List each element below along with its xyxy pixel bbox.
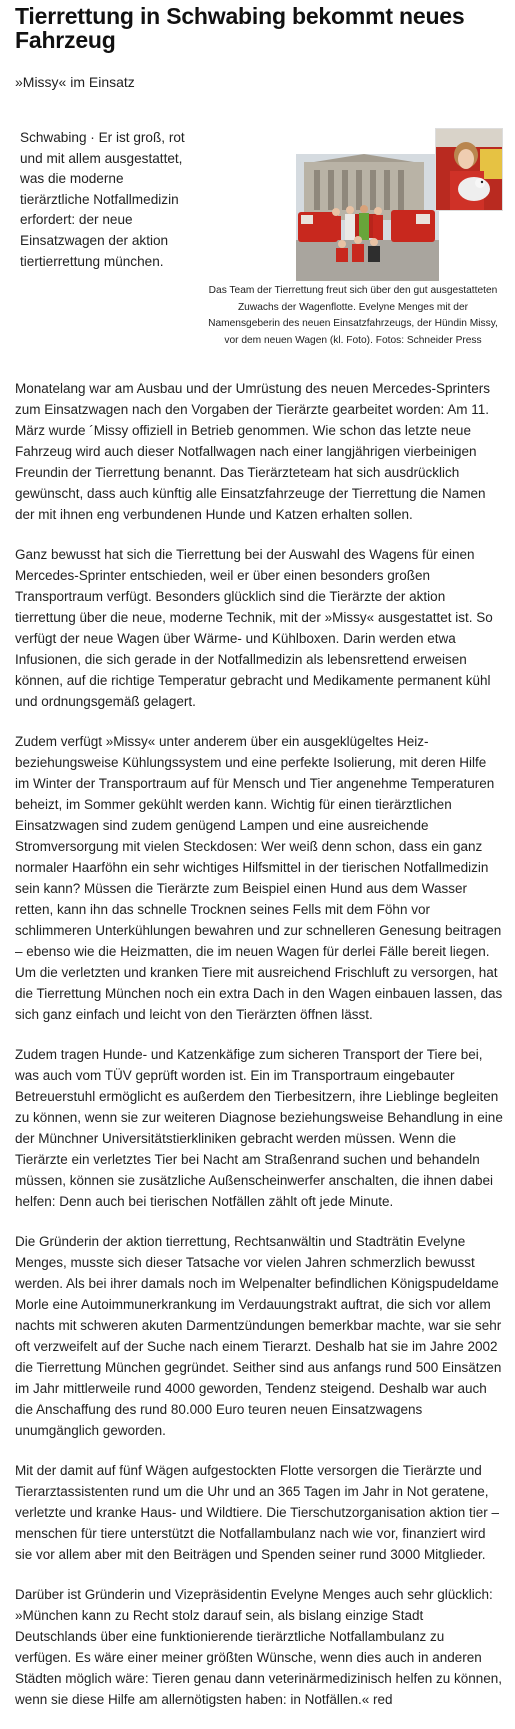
- article-body: [15, 378, 503, 1729]
- body-paragraph: Mit der damit auf fünf Wägen aufgestockten Flotte versorgen die Tierärzte und Tierarztassistenten rund um die Uhr und an 365 Tagen im Jahr in Not geratene, verletzte und kranke Haus- und Wildtiere. Die Tierschutzorganisation aktion tier – menschen für tiere unterstützt die Notfallambulanz nach wie vor, finanziert wird sie vor allem aber mit den Beiträgen und Spenden seiner rund 3000 Mitglieder.: [15, 1463, 499, 1562]
- article-title: Tierrettung in Schwabing bekommt neues Fahrzeug: [15, 3, 465, 53]
- article-teaser: Schwabing · Er ist groß, rot und mit allem ausgestattet, was die moderne tierärztliche Notfallmedizin erfordert: der neue Einsatzwagen der aktion tiertierrettung münchen.: [20, 130, 185, 269]
- body-paragraph: Monatelang war am Ausbau und der Umrüstung des neuen Mercedes-Sprinters zum Einsatzwagen nach den Vorgaben der Tierärzte gearbeitet worden: Am 11. März wurde ´Missy offiziell in Betrieb genommen. Wie schon das letzte neue Fahrzeug wird auch dieser Notfallwagen nach einer langjährigen vierbeinigen Freundin der Tierrettung benannt. Das Tierärzteteam hat sich ausdrücklich gewünscht, dass auch künftig alle Einsatzfahrzeuge der Tierrettung die Namen der mit ihnen eng verbundenen Hunde und Katzen erhalten sollen.: [15, 381, 491, 522]
- body-paragraph: Die Gründerin der aktion tierrettung, Rechtsanwältin und Stadträtin Evelyne Menges, musste sich dieser Tatsache vor vielen Jahren schmerzlich bewusst werden. Als bei ihrer damals noch im Welpenalter befindlichen Königspudeldame Morle eine Autoimmunerkrankung im Verdauungstrakt auftrat, die sich vor allem nachts mit schweren akuten Darmentzündungen bemerkbar machte, war sie sehr oft verzweifelt auf der Suche nach einem Tierarzt. Deshalb hat sie im Jahre 2002 die Tierrettung München gegründet. Seither sind aus anfangs rund 500 Einsätzen im Jahr mittlerweile rund 4000 geworden, Tendenz steigend. Deshalb war auch die Anschaffung des rund 80.000 Euro teuren neuen Einsatzwagens unumgänglich geworden.: [15, 1234, 502, 1438]
- body-paragraph: Ganz bewusst hat sich die Tierrettung bei der Auswahl des Wagens für einen Mercedes-Sprinter entschieden, weil er über einen besonders großen Transportraum verfügt. Besonders glücklich sind die Tierärzte der aktion tierrettung über die neue, moderne Technik, mit der »Missy« ausgestattet ist. So verfügt der neue Wagen über Wärme- und Kühlboxen. Darin werden etwa Infusionen, die sich gerade in der Notfallmedizin als lebensrettend erweisen können, auf die richtige Temperatur gebracht und Medikamente permanent kühl und ordnungsgemäß gelagert.: [15, 547, 493, 709]
- team-photo: [296, 154, 439, 281]
- body-paragraph: Zudem verfügt »Missy« unter anderem über ein ausgeklügeltes Heiz- beziehungsweise Kühlungssystem und eine perfekte Isolierung, mit deren Hilfe im Winter der Transportraum auf für Mensch und Tier angenehme Temperaturen beheizt, im Sommer gekühlt werden kann. Wichtig für einen tierärztlichen Einsatzwagen sind zudem genügend Lampen und eine ausreichende Stromversorgung mit vielen Steckdosen: Wer weiß denn schon, dass ein ganz normaler Haarföhn ein sehr wichtiges Hilfsmittel in der tierischen Notfallmedizin sein kann? Müssen die Tierärzte zum Beispiel einen Hund aus dem Wasser retten, kann ihn das schnelle Trocknen seines Fells mit dem Föhn vor schlimmeren Unterkühlungen bewahren und zur schnelleren Genesung beitragen – ebenso wie die Heizmatten, die im neuen Wagen für derlei Fälle bereit liegen. Um die verletzten und kranken Tiere mit ausreichend Frischluft zu versorgen, hat die Tierrettung München noch ein extra Dach in den Wagen einbauen lassen, das sich ganz einfach und leicht von den Tierärzten öffnen lässt.: [15, 734, 503, 1022]
- body-paragraph: Zudem tragen Hunde- und Katzenkäfige zum sicheren Transport der Tiere bei, was auch vom TÜV geprüft worden ist. Ein im Transportraum eingebauter Betreuerstuhl ermöglicht es außerdem den Tierbesitzern, ihre Lieblinge begleiten zu können, wenn sie zur weiteren Diagnose beziehungsweise Behandlung in eine der Münchner Universitätstierkliniken gebracht werden müssen. Wenn die Tierärzte ein verletztes Tier bei Nacht am Straßenrand suchen und behandeln müssen, können sie zusätzliche Außenscheinwerfer anschalten, die ihnen dabei helfen: Denn auch bei tierischen Notfällen zählt oft jede Minute.: [15, 1047, 503, 1209]
- menges-with-dog-photo: [435, 128, 503, 211]
- article-subtitle: »Missy« im Einsatz: [15, 74, 135, 90]
- image-caption: Das Team der Tierrettung freut sich über den gut ausgestatteten Zuwachs der Wagenflotte. Evelyne Menges mit der Namensgeberin des neuen Einsatzfahrzeugs, der Hündin Missy, vor dem neuen Wagen (kl. Foto). Fotos: Schneider Press: [208, 285, 498, 346]
- body-paragraph: Darüber ist Gründerin und Vizepräsidentin Evelyne Menges auch sehr glücklich: »München kann zu Recht stolz darauf sein, als bislang einzige Stadt Deutschlands über eine funktionierende tierärztliche Notfallambulanz zu verfügen. Es wäre einer meiner größten Wünsche, wenn dies auch in anderen Städten möglich wäre: Tieren genau dann veterinärmedizinisch helfen zu können, wenn sie diese Hilfe am allernötigsten haben: in Notfällen.« red: [15, 1587, 503, 1707]
